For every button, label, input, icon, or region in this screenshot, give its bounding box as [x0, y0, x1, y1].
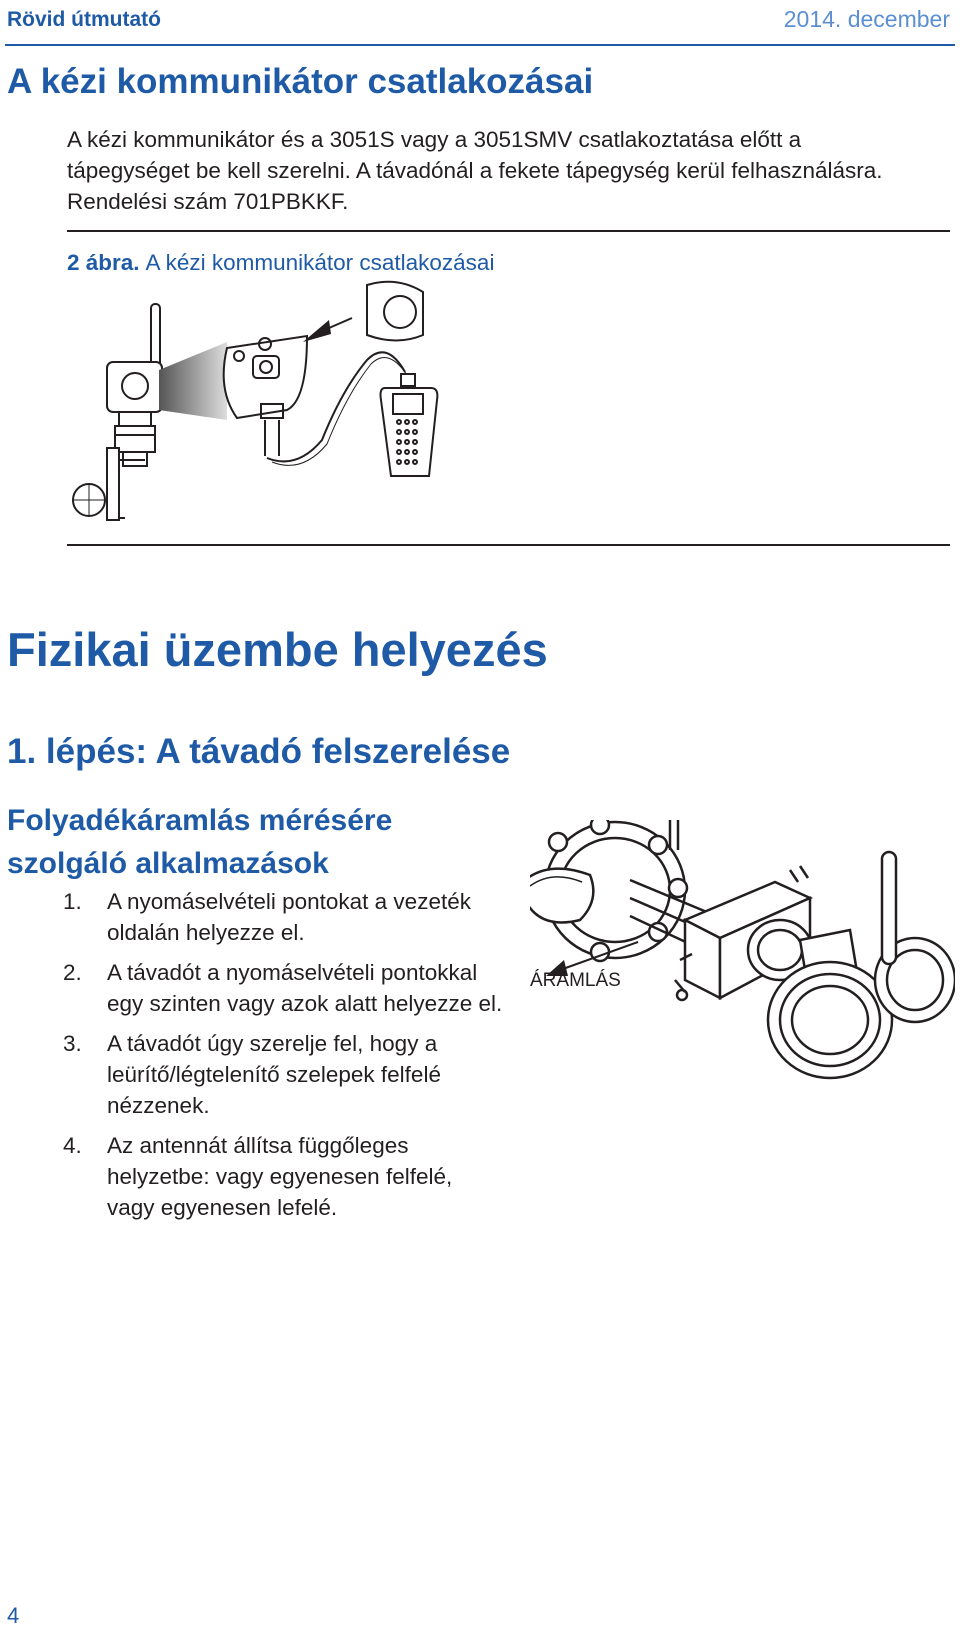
flow-label: ÁRAMLÁS: [530, 970, 621, 991]
intro-paragraph: A kézi kommunikátor és a 3051S vagy a 3051SMV csatlakoztatása előtt a tápegységet be kell szerelni. A távadónál a fekete tápegység kerül felhasználásra. Rendelési szám 701PBKKF.: [67, 127, 883, 214]
step-number: 1.: [63, 889, 82, 914]
step-text: A távadót a nyomáselvételi pontokkal egy szinten vagy azok alatt helyezze el.: [107, 960, 503, 1016]
section-title-physical-install: Fizikai üzembe helyezés: [7, 623, 548, 676]
terminal-block-icon: [224, 336, 307, 456]
antenna-icon: [882, 852, 896, 964]
pipe-flange-icon: [530, 820, 687, 961]
list-item: [63, 886, 503, 948]
step-text: A távadót úgy szerelje fel, hogy a leürítő/légtelenítő szelepek felfelé nézzenek.: [107, 1031, 441, 1118]
arrow-icon: [303, 320, 331, 342]
step-text: Az antennát állítsa függőleges helyzetbe: vagy egyenesen felfelé, vagy egyenesen lefelé.: [107, 1133, 453, 1220]
step-number: 2.: [63, 960, 82, 985]
guide-title: Rövid útmutató: [7, 8, 161, 31]
liquid-flow-installation-figure: [530, 820, 955, 1110]
step-title: 1. lépés: A távadó felszerelése: [7, 732, 511, 771]
communicator-connection-figure: [67, 280, 517, 550]
page-number: 4: [7, 1603, 20, 1628]
header-divider: [5, 44, 955, 46]
header-date: 2014. december: [783, 6, 950, 32]
subsection-title: Folyadékáramlás mérésére szolgáló alkalmazások: [7, 804, 393, 880]
list-item: [63, 957, 503, 1019]
list-item: [63, 1028, 503, 1121]
figure-top-rule: [67, 230, 950, 232]
zoom-beam: [159, 342, 227, 420]
figure-title: A kézi kommunikátor csatlakozásai: [145, 250, 495, 275]
connector-closeup: [367, 282, 423, 341]
step-number: 4.: [63, 1133, 82, 1158]
instruction-list: [63, 886, 503, 1232]
step-text: A nyomáselvételi pontokat a vezeték oldalán helyezze el.: [107, 889, 471, 945]
transmitter-icon: [73, 362, 162, 520]
figure-bottom-rule: [67, 544, 950, 546]
handheld-communicator-icon: [381, 374, 438, 476]
figure-number: 2 ábra.: [67, 250, 140, 275]
transmitter-icon: [748, 920, 955, 1078]
step-number: 3.: [63, 1031, 82, 1056]
figure-caption: [67, 250, 494, 276]
section-title-connections: A kézi kommunikátor csatlakozásai: [7, 62, 594, 101]
list-item: [63, 1130, 503, 1223]
